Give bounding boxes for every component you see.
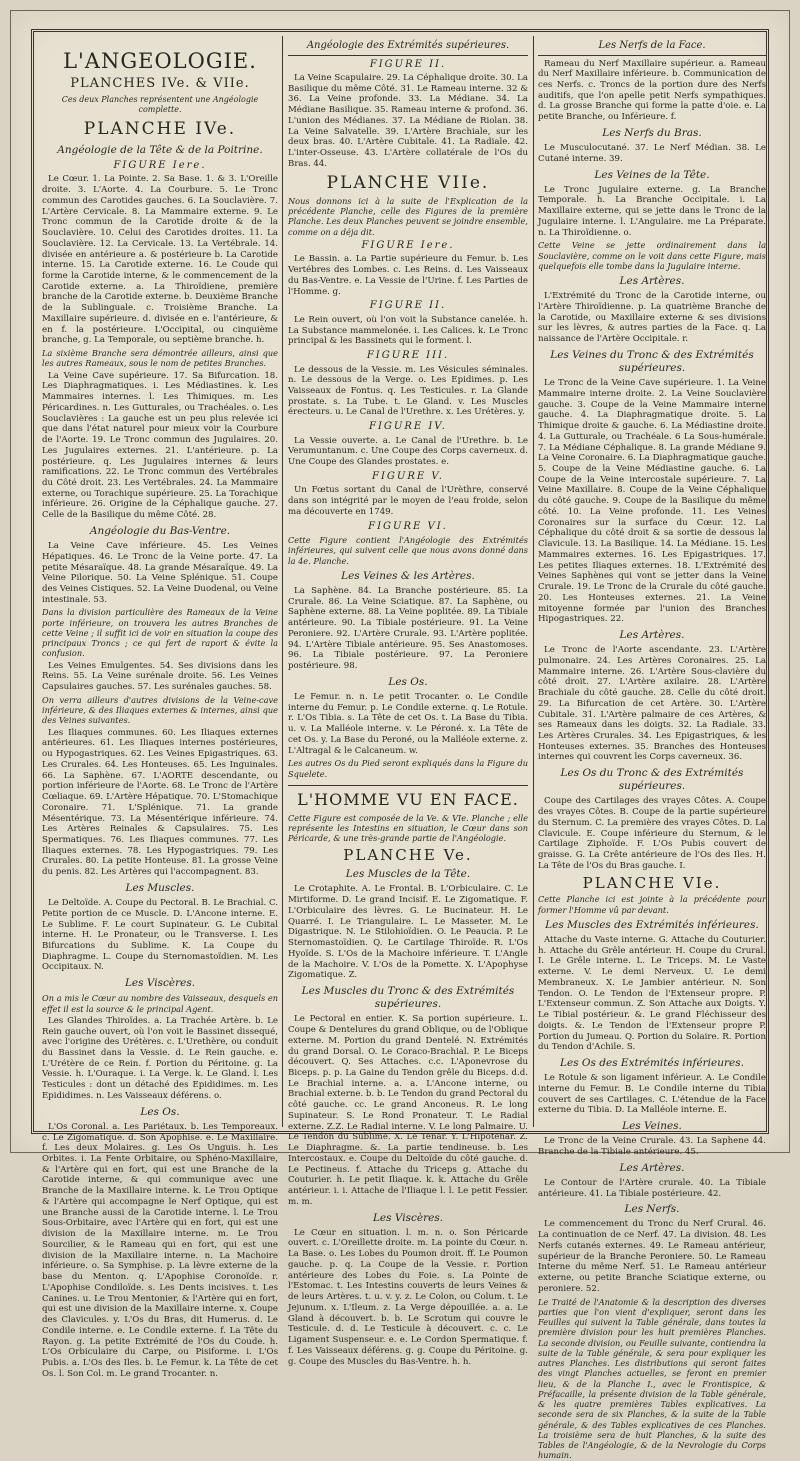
paragraph-bassin: Le Bassin. a. La Partie supérieure du Femur. b. Les Vertébres des Lombes. c. Les Reins. d. Les Vaisseaux du Bas-Ventre. e. La Vessie de l'Urine. f. Les Parties de l'Homme. g. [288, 254, 528, 297]
paragraph-cartilages: Coupe des Cartilages des vrayes Côtes. A. Coupe des vrayes Côtes. B. Coupe de la partie supérieure du Sternum. C. La première des vrayes Côtes. D. La Clavicule. E. Coupe inférieure du Sternum, & le Cartilage Ziphoïde. F. L'Os Pubis couvert de graisse. G. La Crête antérieure de l'Os des Iles. H. La Tête de l'Os du Bras gauche. I. [538, 796, 766, 871]
figure-1-heading: FIGURE Iere. [113, 159, 207, 171]
section-heading-bas-ventre: Angéologie du Bas-Ventre. [89, 524, 231, 537]
plate-border-frame [31, 29, 769, 1461]
planche-vii-heading: PLANCHE VIIe. [326, 172, 490, 193]
paragraph-coeur-situation: Le Cœur en situation. l. m. n. o. Son Péricarde ouvert. c. L'Oreillette droite. m. La pointe du Cœur. n. La Base. o. Les Lobes du Poumon droit. ff. Le Poumon gauche. p. q. La Coupe de la Vessie. r. Portion antérieure des Lobes du Foie. s. La Pointe de l'Estomac. t. Les Intestins couverts de leurs Veines & de leurs Artères. t. u. v. y. z. Le Colon, ou Colum. t. Le Jejunum. x. L'Ileum. z. La Verge dépouillée. a. a. Le Gland à découvert. b. b. Le Scrotum qui couvre le Testicule. d. d. Le Testicule à découvert. c. c. Le Ligament Suspenseur. e. e. Le Cordon Spermatique. f. f. Les Vaisseaux déférens. g. g. Coupe du Péritoine. g. g. Coupe des Muscles du Bas-Ventre. h. h. [288, 1227, 528, 1367]
paragraph-visceres: Les Glandes Thiroïdes. a. La Trachée Artère. b. Le Rein gauche ouvert, où l'on voit le Bassinet dissequé, avec l'origine des Urétères. c. L'Urethère, ou conduit du Bassinet dans la Vessie. d. Le Rein gauche. e. L'Urétère de ce Rein. f. Portion du Péritoine. g. La Vessie. h. L'Ouraque. i. La Verge. k. Le Gland. l. Les Testicules : dont un détaché des Epididimes. m. Les Epididimes. n. Les Vaisseaux déférens. o. [42, 1015, 278, 1101]
figure-2-heading: FIGURE II. [369, 58, 447, 70]
paragraph-jugulaire: Le Tronc Jugulaire externe. g. La Branche Temporale. h. La Branche Occipitale. i. La Maxillaire externe, qui se jette dans le Tronc de la Jugulaire interne. l. L'Angulaire. me La Préparate. n. La Thiroïdienne. o. [538, 184, 766, 238]
paragraph-femur: Le Femur. n. n. Le petit Trocanter. o. Le Condile interne du Femur. p. Le Condile externe. q. Le Rotule. r. L'Os Tibia. s. La Tête de cet Os. t. La Base du Tibia. u. v. La Malléole interne. v. Le Péroné. x. La Tête de cet Os. y. La Base du Peroné, ou la Malléole externe. z. L'Altragal & le Calcaneum. w. [288, 691, 528, 756]
figure-6-heading: FIGURE VI. [368, 520, 448, 532]
paragraph-artere-crurale: Le Contour de l'Artère crurale. 40. La Tibiale antérieure. 41. La Tibiale postérieure. 42. [538, 1177, 766, 1199]
paragraph-veine-crurale: Le Tronc de la Veine Crurale. 43. La Saphene 44. Branche de la Tibiale antérieure. 45. [538, 1136, 766, 1157]
paragraph-vaste-interne: Attache du Vaste interne. G. Attache du Couturier. h. Attache du Grêle antérieur. H. Coupe du Crural. I. Le Grêle interne. L. Le Triceps. M. Le Vaste externe. V. Le demi Nerveux. U. Le demi Membraneux. X. Le Jambier antérieur. N. Son Tendon. O. Le Tendon de l'Extenseur propre. P. L'Extenseur commun. Z. Son Attache aux Doigts. Y. Le Tibial postérieur. &. Le grand Fléchisseur des doigts. &. Le Tendon de l'Extenseur propre P. Portion du Jumeau. Q. Portion du Solaire. R. Portion du Tendon d'Achile. S. [538, 934, 766, 1053]
main-title: L'ANGEOLOGIE. [63, 49, 257, 73]
section-heading-muscles-tronc: Les Muscles du Tronc & des Extrémités supérieures. [301, 985, 515, 1011]
section-heading-extremites-superieures: Angéologie des Extrémités supérieures. [288, 40, 528, 56]
paragraph-veine-cave-superieure: Le Tronc de la Veine Cave supérieure. 1. La Veine Mammaire interne droite. 2. La Veine Souclavière gauche. 3. Coupe de la Veine Mammaire interne gauche. 4. La Diaphragmatique droite. 5. La Thimique droite & gauche. 6. La Médiastine droite. 4. La Gutturale, ou Trachéale. 6 La Sous-humérale. 7. La Médiane Céphalique. 8. La grande Médiane 9. La Veine Coronaire. 6. La Diaphragmatique gauche. 5. Coupe de la Veine Médiastine gauche. 6. La Coupe de la Veine intercostale supérieure. 7. La Veine Maxillaire. 8. Coupe de la Veine Céphalique du côté gauche. 9. Coupe de la Basilique du même côté. 10. La Veine profonde. 11. Les Veines Coronaires sur la surface du Cœur. 12. La Céphalique du côté droit & sa sortie de dessous la Clavicule. 13. La Basilique. 14. La Médiane. 15. Les Mammaires externes. 16. Les Epigastriques. 17. Les petites Iliaques externes. 18. L'Extrémité des Veines Saphènes qui vont se jetter dans la Veine Crurale. 19. Le Tronc de la Crurale du côté gauche. 20. Les Honteuses externes. 21. La Veine mitoyenne formée par l'union des Branches Hipogastriques. 22. [538, 378, 766, 625]
planches-title: PLANCHES IVe. & VIIe. [70, 76, 250, 92]
note-souclaviere: Cette Veine se jette ordinairement dans la Souclavière, comme on le voit dans cette Figure, mais quelquefois elle tombe dans la Jugulaire interne. [538, 240, 766, 271]
note-veine-porte: Dans la division particulière des Rameaux de la Veine porte inférieure, on trouvera les autres Branches de cette Veine ; il suffit ici de voir en situation la coupe des principaux Troncs ; ce qui fert de raport & évite la confusion. [42, 607, 278, 659]
homme-vu-en-face-title: L'HOMME VU EN FACE. [288, 785, 528, 810]
note-planche-vi: Cette Planche ici est jointe à la précédente pour former l'Homme vû par devant. [538, 894, 766, 915]
paragraph-carotide: L'Extrémité du Tronc de la Carotide interne, ou l'Artère Thiroïdienne. p. La quatrième Branche de la Carotide, ou Maxillaire externe & ses divisions sur les lèvres, & autres parties de la Face. q. La naissance de l'Artère Occipitale. r. [538, 291, 766, 345]
paragraph-vessie-ouverte: La Vessie ouverte. a. Le Canal de l'Urethre. b. Le Verumuntanum. c. Une Coupe des Corps caverneux. d. Une Coupe des Glandes prostates. e. [288, 435, 528, 468]
note-extremites-inferieures: Cette Figure contient l'Angéologie des Extrémités inférieures, qui suivent celle que nous avons donné dans la 4e. Planche. [288, 535, 528, 566]
paragraph-nerf-maxillaire: Rameau du Nerf Maxillaire supérieur. a. Rameau du Nerf Maxillaire inférieure. b. Communication de ces Nerfs. c. Troncs de la portion dure des Nerfs auditifs, que l'on apelle petit Nerfs sympathiques. d. La grosse Branche qui forme la patte d'oie. e. La petite Branche, ou Inférieure. f. [538, 58, 766, 123]
column-right [538, 40, 766, 1461]
note-sixieme-branche: La sixième Branche sera démontrée ailleurs, ainsi que les autres Rameaux, sous le nom de petites Branches. [42, 348, 278, 369]
paragraph-veine-cave-inferieure: La Veine Cave inférieure. 45. Les Veines Hépatiques. 46. Le Tronc de la Veine porte. 47. La petite Mésaraïque. 48. La grande Mésaraïque. 49. La Veine Pilorique. 50. La Veine Splénique. 51. Coupe des Veines Cistiques. 52. La Veine Duodenal, ou Veine intestinale. 53. [42, 541, 278, 605]
figure-1-heading-vii: FIGURE Iere. [361, 239, 455, 251]
section-heading-os-inferieures: Les Os des Extrémités inférieures. [560, 1057, 744, 1070]
paragraph-rein: Le Rein ouvert, où l'on voit la Substance canelée. h. La Substance mammelonée. i. Les Calices. k. Le Tronc principal & les Bassinets qui le forment. l. [288, 314, 528, 347]
section-heading-tete: Angéologie de la Tête & de la Poitrine. [57, 143, 263, 156]
column-divider-right [533, 36, 534, 1127]
section-heading-arteres-3: Les Artères. [619, 1161, 685, 1174]
figure-2-heading-vii: FIGURE II. [369, 300, 447, 312]
section-heading-visceres: Les Viscères. [124, 977, 196, 990]
paragraph-aorte-ascendante: Le Tronc de l'Aorte ascendante. 23. L'Artère pulmonaire. 24. Les Artères Coronaires. 25. La Mammaire interne. 26. L'Artère Sous-clavière du côté droit. 27. L'Artère axilaire. 28. L'Artère Brachiale du côté gauche. 28. Celle du côté droit. 29. La Bifurcation de cet Artère. 30. L'Artère Cubitale. 31. L'Artère palmaire de ces Artères, & ses Rameaux dans les doigts. 32. La Radiale. 33. Les Artères Crurales. 34. Les Epigastriques, & les Honteuses externes. 35. Branches des Honteuses internes qui couvrent les Corps caverneux. 36. [538, 645, 766, 763]
paragraph-iliaques: Les Iliaques communes. 60. Les Iliaques externes antérieures. 61. Les Iliaques internes postérieures, ou Hypogastriques. 62. Les Veines Epigastriques. 63. Les Crurales. 64. Les Honteuses. 65. Les Inguinales. 66. La Saphène. 67. L'AORTE descendante, ou portion inférieure de l'Aorte. 68. Le Tronc de l'Artère Cœliaque. 69. L'Artère Hépatique. 70. L'Stomachique Coronaire. 71. L'Splénique. 71. La grande Mésentérique. 73. La Mésentérique inférieure. 74. Les Artères Reinales & Capsulaires. 75. Les Spermatiques. 76. Les Iliaques communes. 77. Les Iliaques externes. 78. Les Hypogastriques. 79. Les Crurales. 80. La petite Honteuse. 81. La grosse Veine du penis. 82. Les Artères qui l'accompagnent. 83. [42, 727, 278, 878]
planche-v-heading: PLANCHE Ve. [343, 845, 473, 864]
section-heading-visceres-middle: Les Viscères. [372, 1211, 444, 1224]
section-heading-veines-right: Les Veines. [622, 1120, 682, 1133]
planche-vi-heading: PLANCHE VIe. [582, 873, 722, 892]
section-heading-veines-arteres: Les Veines & les Artères. [341, 569, 475, 582]
paragraph-veine-cave: La Veine Cave supérieure. 17. Sa Bifurcation. 18. Les Diaphragmatiques. i. Les Médiastines. k. Les Mammaires internes. l. Les Thimiques. m. Les Péricardines. n. Les Gutturales, ou Trachéales. o. Les Souclavières : La gauche est un peu plus relevée ici que dans l'état naturel pour mieux voir la Courbure de l'Aorte. 19. Le Tronc commun des Jugulaires. 20. Les Jugulaires externes. 21. L'antérieure. p. La postérieure. q. Les Jugulaires internes & leurs ramifications. 22. Le Tronc commun des Vertébrales du Côté droit. 23. Les Vertébrales. 24. La Mammaire externe, ou Torachique supérieure. 25. La Torachique inférieure. 26. Origine de la Céphalique gauche. 27. Celle de la Basilique du même Côté. 28. [42, 370, 278, 521]
paragraph-crotaphite: Le Crotaphite. A. Le Frontal. B. L'Orbiculaire. C. Le Mirtiforme. D. Le grand Incisif. E. Le Zigomatique. F. L'Orbiculaire des lèvres. G. Le Bucinateur. H. Le Quarré. I. Le Triangulaire. L. Le Masseter. M. Le Digastrique. N. Le Stilohioïdien. O. Le Peaucia. P. Le Sternomastoïdien. Q. Le Cartilage Thiroïde. R. L'Os Hyoïde. S. L'Os de la Machoire inférieure. T. L'Angle de la Machoire. V. L'Os de la Pomette. X. L'Apophyse Zigomatique. Z. [288, 884, 528, 981]
section-heading-muscles: Les Muscles. [125, 881, 195, 894]
column-left [42, 40, 278, 1379]
section-heading-os: Les Os. [140, 1105, 180, 1118]
section-heading-veines-tronc: Les Veines du Tronc & des Extrémités supérieures. [550, 348, 754, 374]
figure-5-heading: FIGURE V. [372, 470, 444, 482]
paragraph-vessie-dessous: Le dessous de la Vessie. m. Les Vésicules séminales. n. Le dessous de la Verge. o. Les Epidimes. p. Les Vaisseaux de Fontus. q. Les Testicules. r. La Glande prostate. s. La Tube. t. Le Gland. v. Les Muscles érecteurs. u. Le Canal de l'Urethre. x. Les Urétères. y. [288, 364, 528, 418]
note-coeur: On a mis le Cœur au nombre des Vaisseaux, desquels en effet il est la source & le principal Agent. [42, 993, 278, 1014]
paragraph-musculocutane: Le Musculocutané. 37. Le Nerf Médian. 38. Le Cutané interne. 39. [538, 143, 766, 164]
section-heading-muscles-inferieures: Les Muscles des Extrémités inférieures. [545, 918, 759, 931]
figure-3-heading: FIGURE III. [366, 350, 450, 361]
paragraph-pectoral: Le Pectoral en entier. K. Sa portion supérieure. L. Coupe & Dentelures du grand Oblique, ou de l'Oblique externe. M. Portion du grand Dentelé. N. Extrémités du grand Dorsal. O. Le Coraco-Brachial. P. Le Biceps découvert. Q. Ses Attaches. c.c. L'Aponevrose du Biceps. p. p. La Gaine du Tendon grêle du Biceps. d.d. Le Brachial interne. a. a. L'Ancone interne, ou Brachial externe. b. b. Le Tendon du grand Pectoral du côté gauche. cc. Le grand Anconeus. R. Le long Supinateur. S. Le Rond Pronateur. T. Le Radial externe. Z.Z. Le Radial interne. V. Le long Palmaire. U. Le Tendon du Sublime. X. Le Tenar. Y. L'Hipotenar. Z. Le Diaphragme. &. La partie tendineuse. b. Les Intercostaux. e. Coupe du Deltoïde du côté gauche. d. Le Pectineus. f. Attache du Triceps g. Attache du Couturier. h. Le petit Iliaque. k. k. Attache du Grêle antérieur. i. i. Attache de l'Iliaque l. l. Le petit Fessier. m. m. [288, 1014, 528, 1207]
section-heading-nerfs-face: Les Nerfs de la Face. [538, 40, 766, 56]
paragraph-nerf-crural: Le commencement du Tronc du Nerf Crural. 46. La continuation de ce Nerf. 47. La division. 48. Les Nerfs cutanés externes. 49. Le Rameau antérieur, supérieur de la Branche Peroniere. 50. Le Rameau Interne du même Nerf. 51. Le Rameau antérieur externe, ou petite Branche Sciatique externe, ou peroniere. 52. [538, 1219, 766, 1294]
paragraph-coeur: Le Cœur. 1. La Pointe. 2. Sa Base. 1. & 3. L'Oreille droite. 3. L'Aorte. 4. La Courbure. 5. Le Tronc commun des Carotides gauches. 6. La Souclavière. 7. L'Artère Cervicale. 8. La Mammaire externe. 9. Le Tronc commun de la Carotide droite & de la Souclavière. 10. Celui des Carotides droites. 11. La Souclavière. 12. La Cervicale. 13. La Vertébrale. 14. divisée en antérieure a. & postérieure b. La Carotide interne. 15. La Carotide externe. 16. Le Coude qui forme la Carotide interne, & le commencement de la Carotide externe. a. La Thiroïdiene, première branche de la Carotide externe. b. Deuxième Branche de la Sublinguale. c. Troisième Branche. La Maxillaire supérieure. d. divisée en e. l'antérieure, & en f. la postérieure. L'Occipital, ou cinquième branche, g. La Temporale, ou septième branche. h. [42, 174, 278, 346]
figure-4-heading: FIGURE IV. [369, 421, 447, 433]
section-heading-arteres-2: Les Artères. [619, 628, 685, 641]
section-heading-nerfs-bras: Les Nerfs du Bras. [602, 126, 702, 139]
section-heading-muscles-tete: Les Muscles de la Tête. [345, 868, 471, 881]
note-homme-figure: Cette Figure est composée de la Ve. & VIe. Planche ; elle représente les Intestins en situation, le Cœur dans son Péricarde, & une très-grande partie de l'Angéologie. [288, 812, 528, 844]
paragraph-saphene: La Saphène. 84. La Branche postérieure. 85. La Crurale. 86. La Veine Sciatique. 87. La Saphène, ou Saphène externe. 88. La Veine poplitée. 89. La Tibiale antérieure. 90. La Tibiale postérieure. 91. La Veine Peroniere. 92. L'Artère Crurale. 93. L'Artère poplitée. 94. L'Artère Tibiale antérieure. 95. Ses Anastomoses. 96. La Tibiale postérieure. 97. La Peroniere postérieure. 98. [288, 585, 528, 672]
note-traite-anatomie: Le Traité de l'Anatomie & la description des diverses parties que l'on vient d'expliquer, seront dans les Feuilles qui suivent la Table générale, dans toutes la première division pour les huit premières Planches. La seconde division, ou Feuille suivante, contiendra la suite de la Table générale, & sera pour expliquer les autres Planches. Les distributions qui seront faites des vingt Planches actuelles, se feront en premier lieu, & de la Planche I., avec le Frontispice, & Préfacaille, la présente division de la Table générale, & les quatre premières Tables explicatives. La seconde sera de six Planches, & la suite de la Table générale, & des Tables explicatives de ces Planches. La troisième sera de huit Planches, & la suite des Tables de l'Angéologie, & de la Nevrologie du Corps humain. [538, 1296, 766, 1461]
column-divider-left [282, 36, 283, 1127]
engraved-plate-page [10, 10, 790, 1461]
section-heading-arteres: Les Artères. [619, 275, 685, 288]
paragraph-veine-scapulaire: La Veine Scapulaire. 29. La Céphalique droite. 30. La Basilique du même Côté. 31. Le Rameau interne. 32 & 36. La Veine profonde. 33. La Médiane. 34. La Médiane Basilique. 35. Rameau interne & profond. 36. L'union des Médianes. 37. La Médiane de Riolan. 38. La Veine Salvatelle. 39. L'Artère Brachiale, sur les deux bras. 40. L'Artère Cubitale. 41. La Radiale. 42. L'inter-Osseuse. 43. L'Artère collatérale de l'Os du Bras. 44. [288, 73, 528, 169]
intro-note: Ces deux Planches représentent une Angéologie complette. [61, 94, 259, 114]
paragraph-foetus: Un Fœtus sortant du Canal de l'Urèthre, conservé dans son intégrité par le moyen de l'eau froide, selon ma découverte en 1749. [288, 485, 528, 517]
section-heading-nerfs: Les Nerfs. [624, 1203, 680, 1216]
paragraph-emulgentes: Les Veines Emulgentes. 54. Ses divisions dans les Reins. 55. La Veine surénale droite. 56. Les Veines Capsulaires gauches. 57. Les surénales gauches. 58. [42, 660, 278, 693]
paragraph-os: L'Os Coronal. a. Les Pariétaux. b. Les Temporeaux. c. Le Zigomatique. d. Son Apophise. e. Le Maxillaire. f. Les deux Molaires. g. Les Os Unguis. h. Les Orbites. i. La Fente Orbitaire, ou Sphéno-Maxillaire, & l'Artère qui en fort, qui est une Branche de la Carotide interne, & qui communique avec une Branche de la Maxillaire interne. k. Le Trou Optique & l'Artère qui accompagne le Nerf Optique, qui est une Branche aussi de la Carotide interne. l. Le Trou Sous-Orbitaire, avec l'Artère qui en fort, qui est une division de la Maxillaire interne. m. Le Trou Sourcilier, & le Rameau qui en fort, qui est une division de la Maxillaire interne. n. La Machoire inférieure. o. Sa Symphise. p. La lèvre externe de la base du Menton. q. L'Apophise Coronoïde. r. L'Apophise Condiloïde. s. Les Dents incisives. t. Les Canines. u. Le Trou Mentonier, & l'Artère qui en fort, qui est une division de la Maxillaire interne. x. Coupe des Clavicules. y. L'Os du Bras, dit Humerus. d. Le Condile interne. e. Le Condile externe. f. La Tête du Rayon. g. La petite Extrémité de l'Os du Coude. h. L'Os Orbiculaire du Carpe, ou Pisiforme. i. L'Os Pubis. a. L'Os des Iles. b. Le Femur. k. La Tête de cet Os. l. Son Col. m. Le grand Trocanter. n. [42, 1121, 278, 1379]
note-premiere-planche: Nous donnons ici à la suite de l'Explication de la précédente Planche, celle des Figures de la première Planche. Les deux Planches peuvent se joindre ensemble, comme on a déja dit. [288, 195, 528, 237]
section-heading-os-tronc: Les Os du Tronc & des Extrémités supérieures. [560, 767, 744, 793]
planche-iv-heading: PLANCHE IVe. [83, 118, 237, 139]
note-iliaques: On verra ailleurs d'autres divisions de la Veine-cave inférieure, & des Iliaques externes & internes, ainsi que des Veines suivantes. [42, 694, 278, 726]
section-heading-os-middle: Les Os. [388, 675, 428, 688]
paragraph-muscles: Le Deltoïde. A. Coupe du Pectoral. B. Le Brachial. C. Petite portion de ce Muscle. D. L'Ancone interne. E. Le Sublime. F. Le court Supinateur. G. Le Cubital interne. H. Le Pronateur, ou le Transverse. I. Les Bifurcations du Sublime. K. La Coupe du Diaphragme. L. Coupe du Sternomastoïdien. M. Les Occipitaux. N. [42, 898, 278, 973]
paragraph-rotule: Le Rotule & son ligament inférieur. A. Le Condile interne du Femur. B. Le Condile interne du Tibia couvert de ses Cartilages. C. L'étendue de la Face externe du Tibia. D. La Malléole interne. E. [538, 1073, 766, 1116]
column-middle [288, 40, 528, 1367]
section-heading-veines-tete: Les Veines de la Tête. [594, 168, 710, 181]
note-os-pied: Les autres Os du Pied seront expliqués dans la Figure du Squelete. [288, 758, 528, 779]
